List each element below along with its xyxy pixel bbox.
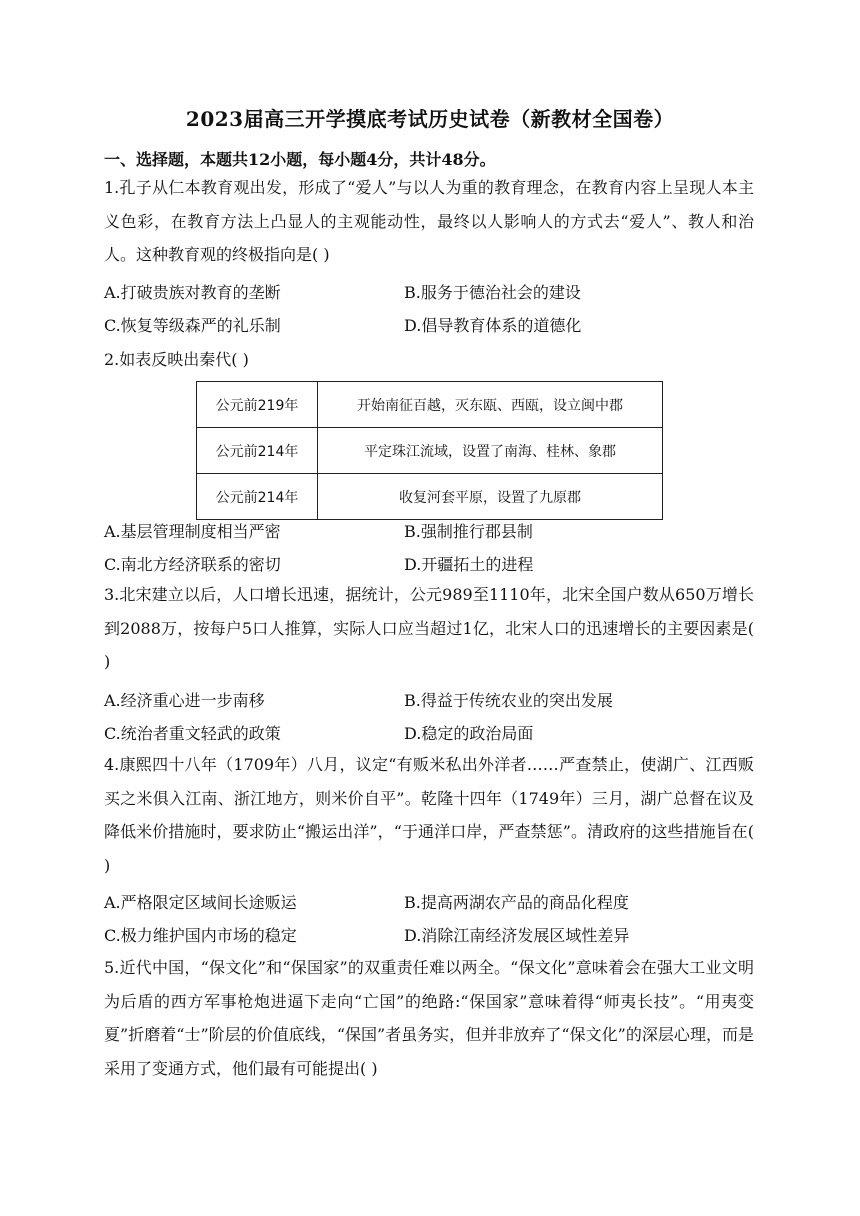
- question-4-option-d[interactable]: D.消除江南经济发展区域性差异: [404, 926, 630, 945]
- question-2-option-c[interactable]: C.南北方经济联系的密切: [104, 555, 281, 574]
- question-2-stem: 2.如表反映出秦代( ): [104, 350, 249, 369]
- table-cell-event: 平定珠江流域，设置了南海、桂林、象郡: [318, 428, 663, 474]
- question-4-option-c[interactable]: C.极力维护国内市场的稳定: [104, 926, 297, 945]
- table-cell-event: 收复河套平原，设置了九原郡: [318, 474, 663, 520]
- table-row: [197, 382, 663, 428]
- question-1-option-a[interactable]: A.打破贵族对教育的垄断: [104, 283, 281, 302]
- exam-title: 2023届高三开学摸底考试历史试卷（新教材全国卷）: [185, 107, 675, 131]
- question-3-option-c[interactable]: C.统治者重文轻武的政策: [104, 724, 281, 743]
- question-3-stem: 3.北宋建立以后，人口增长迅速，据统计，公元989至1110年，北宋全国户数从650万增长到2088万，按每户5口人推算，实际人口应当超过1亿，北宋人口的迅速增长的主要因素是( ): [104, 585, 754, 671]
- question-1-option-b[interactable]: B.服务于德治社会的建设: [404, 283, 581, 302]
- table-cell-year: 公元前219年: [197, 382, 318, 428]
- table-cell-year: 公元前214年: [197, 474, 318, 520]
- question-1-option-d[interactable]: D.倡导教育体系的道德化: [404, 316, 582, 335]
- section-heading: 一、选择题，本题共12小题，每小题4分，共计48分。: [104, 150, 496, 169]
- question-4-stem: 4.康熙四十八年（1709年）八月，议定“有贩米私出外洋者……严查禁止，使湖广、江西贩买之米俱入江南、浙江地方，则米价自平”。乾隆十四年（1749年）三月，湖广总督在议及降低米价措施时，要求防止“搬运出洋”，“于通洋口岸，严查禁惩”。清政府的这些措施旨在( ): [104, 755, 754, 875]
- question-3-option-a[interactable]: A.经济重心进一步南移: [104, 691, 265, 710]
- question-4-option-b[interactable]: B.提高两湖农产品的商品化程度: [404, 893, 629, 912]
- question-2-option-d[interactable]: D.开疆拓土的进程: [404, 555, 534, 574]
- question-3-option-b[interactable]: B.得益于传统农业的突出发展: [404, 691, 613, 710]
- table-row: [197, 428, 663, 474]
- table-row: [197, 474, 663, 520]
- table-cell-year: 公元前214年: [197, 428, 318, 474]
- question-1-option-c[interactable]: C.恢复等级森严的礼乐制: [104, 316, 281, 335]
- question-2-option-a[interactable]: A.基层管理制度相当严密: [104, 522, 281, 541]
- question-1-stem: 1.孔子从仁本教育观出发，形成了“爱人”与以人为重的教育理念，在教育内容上呈现人本主义色彩，在教育方法上凸显人的主观能动性，最终以人影响人的方式去“爱人”、教人和治人。这种教育观的终极指向是( ): [104, 178, 754, 264]
- question-3-option-d[interactable]: D.稳定的政治局面: [404, 724, 534, 743]
- question-5-stem: 5.近代中国，“保文化”和“保国家”的双重责任难以两全。“保文化”意味着会在强大工业文明为后盾的西方军事枪炮进逼下走向“亡国”的绝路:“保国家”意味着得“师夷长技”。“用夷变夏”折磨着“士”阶层的价值底线，“保国”者虽务实，但并非放弃了“保文化”的深层心理，而是采用了变通方式，他们最有可能提出( ): [104, 958, 754, 1078]
- question-4-option-a[interactable]: A.严格限定区域间长途贩运: [104, 893, 297, 912]
- table-cell-event: 开始南征百越，灭东瓯、西瓯，设立闽中郡: [318, 382, 663, 428]
- question-2-option-b[interactable]: B.强制推行郡县制: [404, 522, 533, 541]
- question-2-table: [196, 381, 663, 520]
